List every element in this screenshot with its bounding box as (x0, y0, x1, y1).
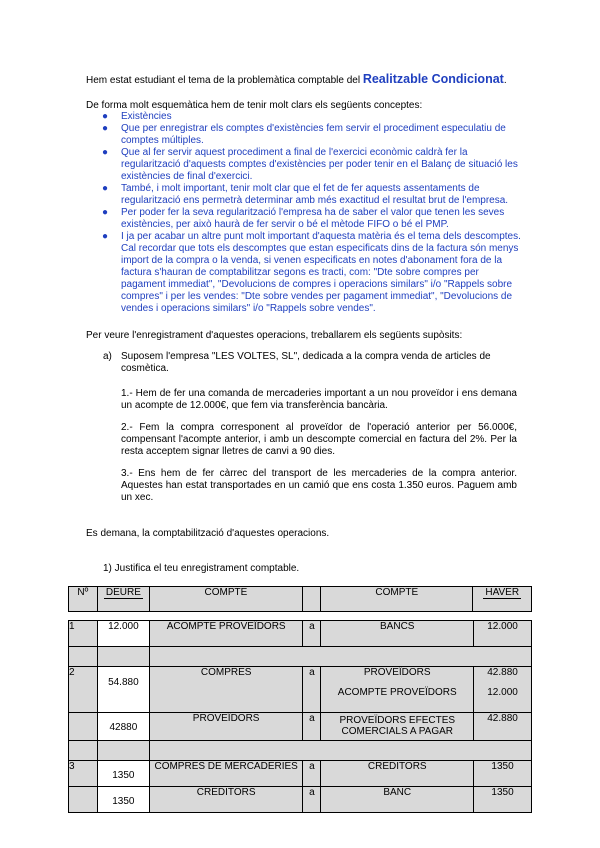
table-row: 1 12.000 ACOMPTE PROVEÏDORS a BANCS 12.000 (69, 621, 532, 647)
task-justify: 1) Justifica el teu enregistrament comptable. (103, 563, 300, 574)
supposit-label: a) (103, 351, 112, 362)
bullet-icon: ● (102, 111, 109, 122)
list-item: ● Existències (102, 111, 172, 122)
bullet-icon: ● (102, 147, 109, 158)
operation-3: 3.- Ens hem de fer càrrec del transport de les mercaderies de la compra anterior. Aquestes han estat transportades en un camió que ens costa 1.350 euros. Paguem amb un xec. (121, 468, 517, 503)
list-item: ● Per poder fer la seva regularització l'empresa ha de saber el valor que tenen les seves existències, per això haurà de fer servir o bé el mètode FIFO o bé el PMP. (102, 207, 505, 230)
intro-text: Hem estat estudiant el tema de la problemàtica comptable del (86, 75, 361, 86)
bullet-icon: ● (102, 123, 109, 134)
operation-1: 1.- Hem de fer una comanda de mercaderies important a un nou proveïdor i ens demana un acompte de 12.000€, que fem via transferència bancària. (121, 388, 517, 411)
supposit-a (103, 351, 523, 375)
assumptions-intro: Per veure l'enregistrament d'aquestes operacions, treballarem els següents supòsits: (86, 330, 463, 341)
concepts-list (86, 111, 526, 315)
header-haver: HAVER (473, 587, 532, 612)
bullet-icon: ● (102, 231, 109, 242)
ledger-header (68, 586, 532, 612)
header-compte-credit: COMPTE (321, 587, 473, 612)
supposit-text: Suposem l'empresa "LES VOLTES, SL", dedicada a la compra venda de articles de cosmètica. (121, 351, 491, 374)
header-deure: DEURE (97, 587, 150, 612)
header-compte-debit: COMPTE (150, 587, 302, 612)
table-row: 42880 PROVEÏDORS a PROVEÏDORS EFECTES COMERCIALS A PAGAR 42.880 (69, 713, 532, 741)
intro-end: . (503, 75, 507, 86)
list-item: ● També, i molt important, tenir molt clar que el fet de fer aquests assentaments de regularització ens permetrà determinar amb més exactitud el resultat brut de l'empresa. (102, 183, 509, 206)
list-item: ● Que al fer servir aquest procediment a final de l'exercici econòmic caldrà fer la regularització d'aquests comptes d'existències per poder tenir en el Balanç de situació les existències de final d'exercici. (102, 147, 518, 182)
intro-paragraph (86, 73, 526, 87)
bullet-icon: ● (102, 183, 109, 194)
header-num: Nº (69, 587, 98, 612)
intro-highlight: Realitzable Condicionat (362, 72, 504, 86)
operation-2: 2.- Fem la compra corresponent al proveïdor de l'operació anterior per 56.000€, compensant l'acompte anterior, i amb un descompte comercial en factura del 2%. Per la resta acceptem signar lletres de canvi a 90 dies. (121, 422, 517, 457)
ledger-table (68, 620, 532, 813)
table-row (69, 741, 532, 761)
list-item: ● Que per enregistrar els comptes d'existències fem servir el procediment especulatiu de comptes múltiples. (102, 123, 506, 146)
table-row: 3 1350 COMPRES DE MERCADERIES a CREDITORS 1350 (69, 761, 532, 787)
table-row (69, 647, 532, 667)
table-row: 1350 CREDITORS a BANC 1350 (69, 787, 532, 813)
list-item: ● I ja per acabar un altre punt molt important d'aquesta matèria és el tema dels descomptes. Cal recordar que tots els descomptes que estan especificats dins de la factura són menys import de la compra o la venda, si venen especificats en notes d'abonament fora de la factura s'hauran de comptabilitzar segons es tracti, com: "Dte sobre compres per pagament immediat", "Devolucions de compres i operacions similars" i/o "Rappels sobre compres" i per les vendes: "Dte sobre vendes per pagament immediat", "Devolucions de vendes i operacions similars" i/o "Rappels sobre vendes". (102, 231, 521, 314)
task-statement: Es demana, la comptabilització d'aquestes operacions. (86, 528, 330, 539)
bullet-icon: ● (102, 207, 109, 218)
concepts-intro: De forma molt esquemàtica hem de tenir molt clars els següents conceptes: (86, 100, 423, 111)
header-spacer (302, 587, 321, 612)
table-row: 2 54.880 COMPRES a PROVEÏDORS ACOMPTE PROVEÏDORS 42.880 12.000 (69, 667, 532, 713)
